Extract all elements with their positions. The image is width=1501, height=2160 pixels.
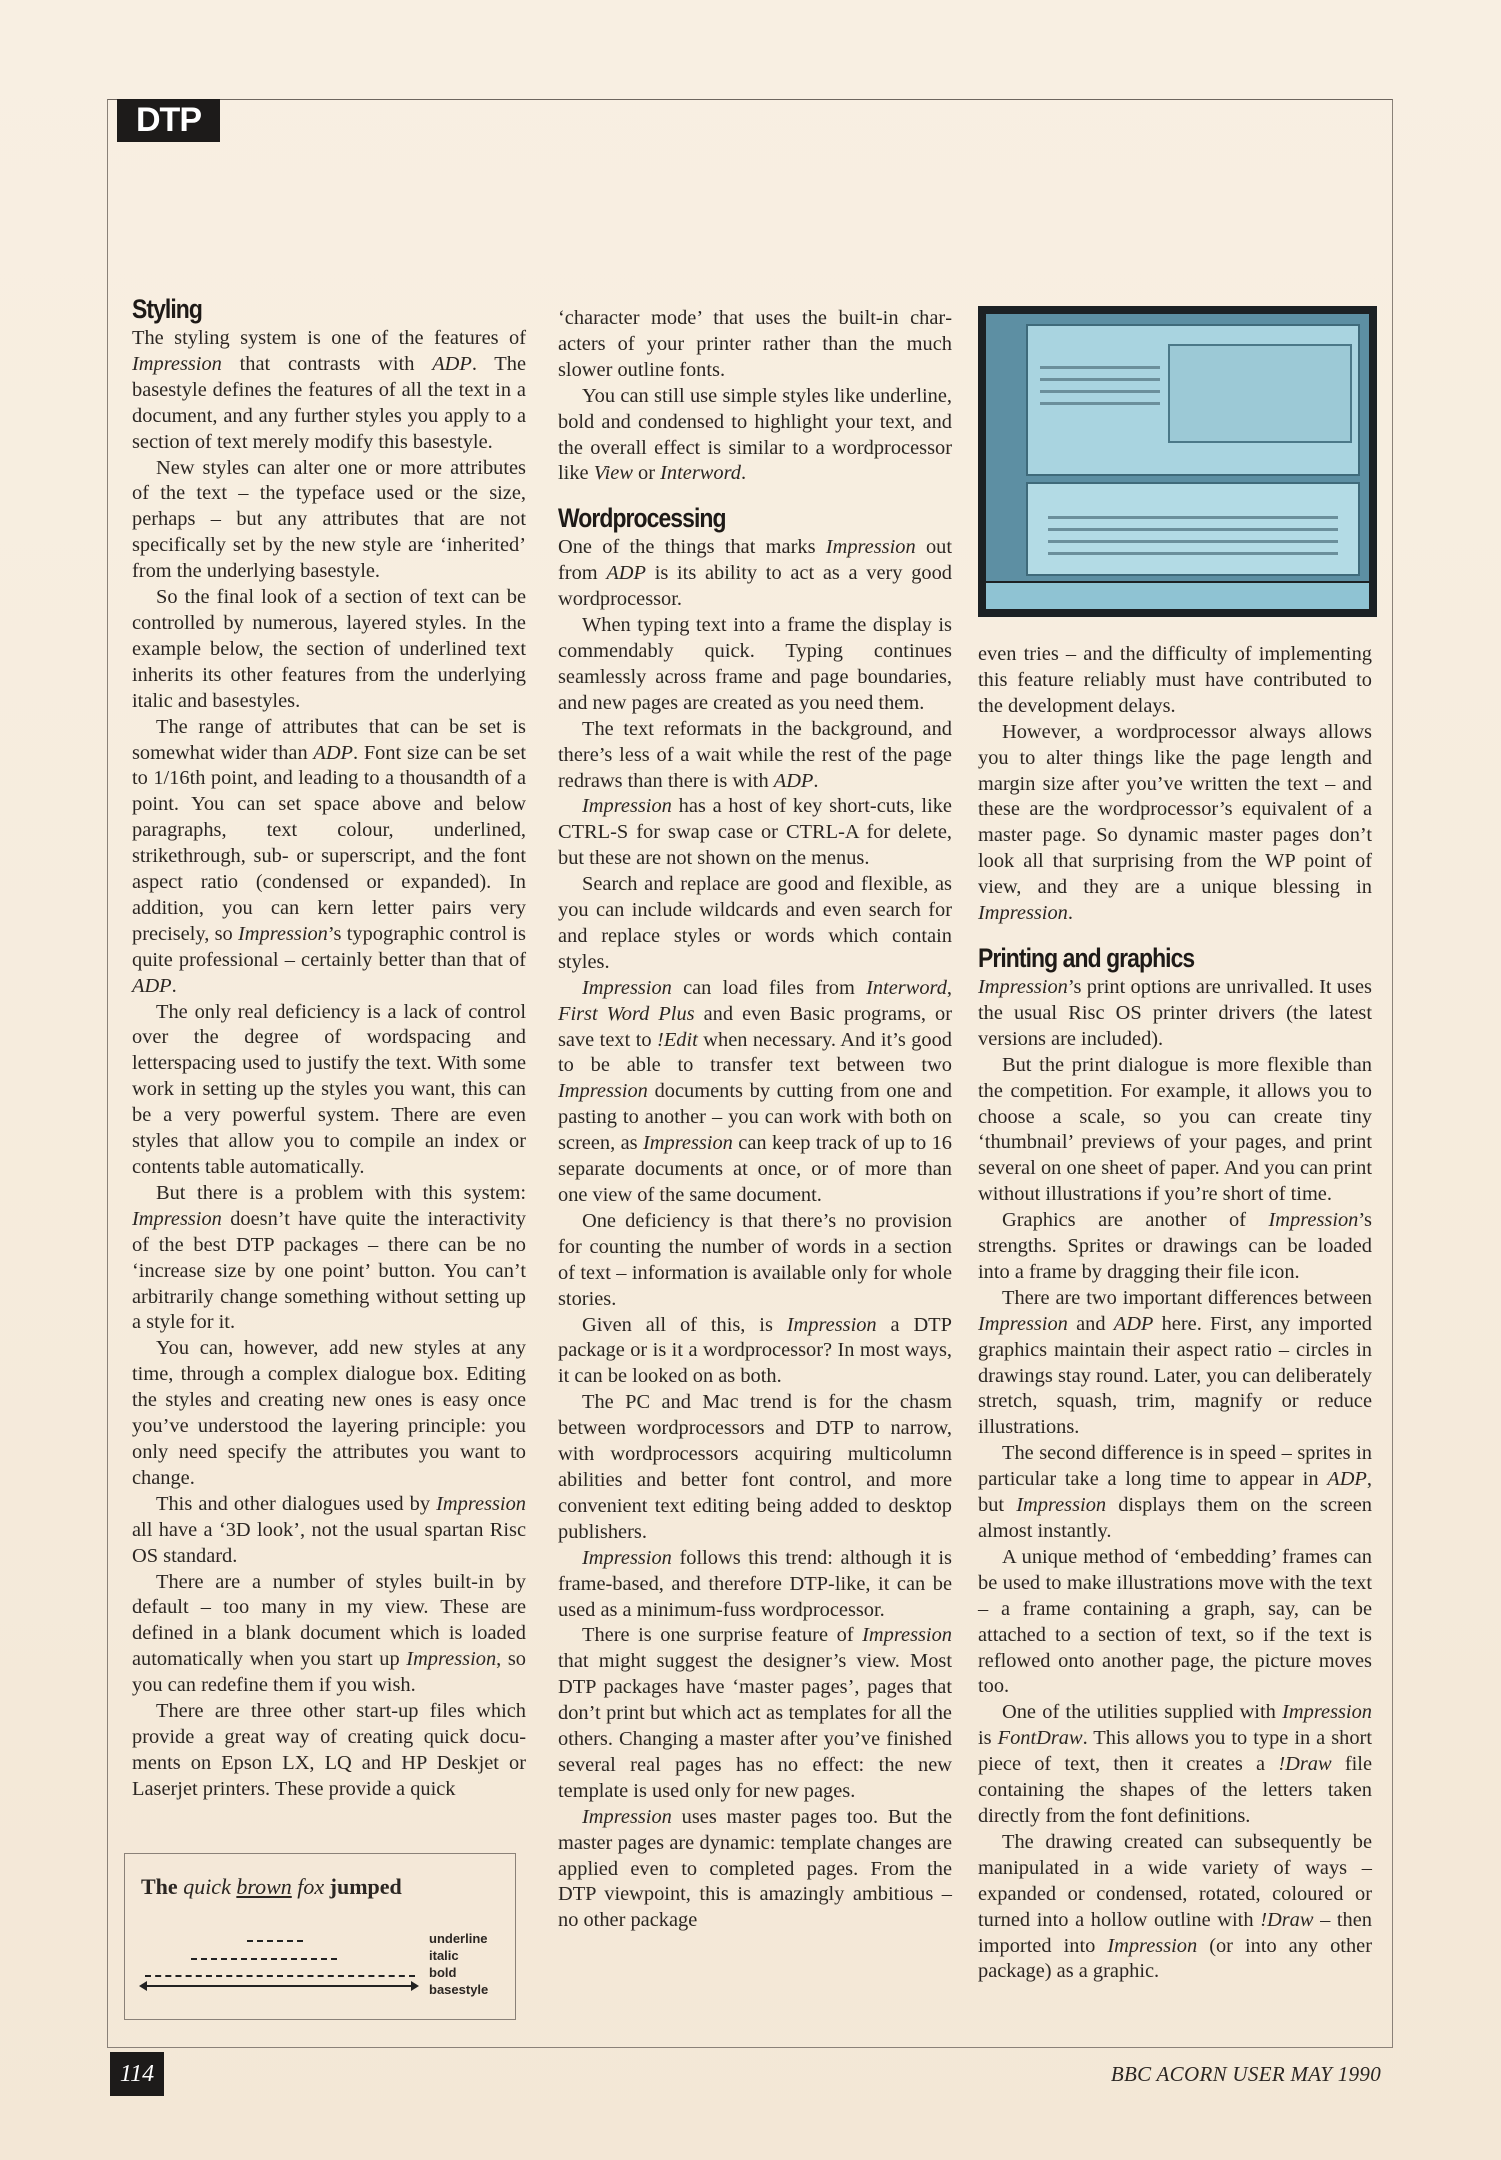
italic-title: Interword	[660, 462, 741, 485]
italic-title: !Edit	[657, 1028, 698, 1051]
text-run: So the final look of a section of text can be controlled by numerous, layered styles. In the example below, the section of underlined text inherits its other features from the underlying italic and basestyles.	[132, 586, 526, 712]
bold-span	[145, 1975, 415, 1977]
paragraph	[132, 1336, 526, 1491]
page-number: 114	[110, 2052, 164, 2096]
paragraph	[558, 872, 952, 976]
label-italic: italic	[429, 1948, 459, 1963]
text-run: or	[632, 462, 661, 485]
paragraph	[978, 1830, 1372, 1985]
text-run: However, a wordprocessor always allows you to alter things like the page length and margin size after you’ve written the text – and these are the wordprocessor’s equivalent of a master page. So dynamic master pages don’t look all that surprising from the WP point of view, and they are a unique blessing in	[978, 720, 1372, 899]
text-run: here. First, any imported graphics maintain their aspect ratio – circles in drawings stay round. Later, you can deliberately stretch, squash, trim, magnify or reduce illustrations.	[978, 1312, 1372, 1439]
italic-title: ADP	[1113, 1312, 1154, 1335]
text-run: But the print dialogue is more flexible than the competition. For example, it allows you to choose a scale, so you can create tiny ‘thumbnail’ previews of your pages, and print several on one sheet of paper. And you can print without illustrations if you’re short of time.	[978, 1053, 1372, 1206]
section-heading: Wordprocessing	[558, 503, 726, 534]
paragraph	[558, 384, 952, 488]
text-run: follows this trend: although it is frame-based, and therefore DTP-like, it can be used as a minimum-fuss wordprocessor.	[558, 1546, 952, 1621]
text-run: There are two important differences between	[1002, 1286, 1372, 1309]
text-run: ‘character mode’ that uses the built-in characters of your printer rather than the much slower outline fonts.	[558, 307, 952, 381]
italic-title: First Word Plus	[558, 1002, 695, 1025]
footer-publication: BBC ACORN USER MAY 1990	[1110, 2062, 1381, 2086]
text-run: doesn’t have quite the interactivity of the best DTP packages – there can be no ‘increase size by one point’ button. You can’t arbitrarily change something without setting up a style for it.	[132, 1207, 526, 1334]
article-column-1	[132, 292, 526, 1803]
text-run: that contrasts with	[221, 352, 433, 375]
italic-title: Impression	[1016, 1494, 1107, 1517]
text-run: The only real deficiency is a lack of control over the degree of wordspacing and letterspacing used to justify the text. With some work in setting up the styles you want, this can be a very powerful system. There are even styles that allow you to compile an index or contents table automatically.	[132, 1000, 526, 1178]
text-run: Given all of this, is	[582, 1313, 787, 1336]
paragraph	[978, 642, 1372, 720]
text-run: a DTP package or is it a wordprocessor? In most ways, it can be looked on as both.	[558, 1313, 952, 1388]
screenshot-photo	[978, 306, 1377, 617]
diagram-title: The quick brown fox jumped	[141, 1874, 402, 1899]
text-run: – then imported into	[978, 1908, 1373, 1957]
text-run: and	[1067, 1312, 1114, 1335]
paragraph	[978, 1441, 1372, 1545]
paragraph	[132, 1570, 526, 1700]
paragraph	[558, 1390, 952, 1545]
italic-title: Impression	[132, 1207, 222, 1230]
italic-title: Impression	[582, 976, 672, 999]
paragraph	[978, 1286, 1372, 1441]
text-run: even tries – and the difficulty of implementing this feature reliably must have contributed to the development delays.	[978, 643, 1372, 717]
paragraph	[132, 585, 526, 715]
italic-title: Impression	[558, 1080, 648, 1103]
italic-span	[191, 1958, 337, 1960]
paragraph	[132, 1181, 526, 1336]
text-run: Graphics are another of	[1002, 1209, 1269, 1232]
text-run: .	[1067, 902, 1073, 925]
text-run: There is one surprise feature of	[582, 1624, 863, 1647]
section-heading: Styling	[132, 294, 202, 324]
underline-span	[247, 1940, 303, 1942]
italic-title: Impression	[825, 536, 916, 559]
text-run: , but	[978, 1468, 1372, 1517]
text-run: . This allows you to type in a short piece of text, then it creates a	[978, 1727, 1373, 1776]
text-run: when necessary. And it’s good to be able to transfer text between two	[558, 1028, 952, 1077]
paragraph	[558, 976, 952, 1209]
italic-title: ADP	[1327, 1468, 1367, 1491]
paragraph	[558, 1313, 952, 1391]
paragraph	[558, 1209, 952, 1313]
italic-title: Impression	[406, 1648, 497, 1671]
text-run: You can still use simple styles like underline, bold and condensed to highlight your text, and the overall effect is similar to a wordprocessor like	[558, 384, 952, 485]
text-run: uses master pages too. But the master pages are dynamic: template changes are applied even to completed pages. From the DTP viewpoint, this is amazingly ambitious – no other package	[558, 1805, 952, 1932]
italic-title: Impression	[582, 1546, 672, 1569]
text-run: Search and replace are good and flexible, as you can include wildcards and even search for and replace styles or words which contain styles.	[558, 873, 952, 973]
text-run: One of the things that marks	[558, 536, 826, 559]
text-run: is	[978, 1727, 998, 1750]
paragraph	[132, 1000, 526, 1181]
paragraph	[132, 456, 526, 586]
text-run: This and other dialogues used by	[156, 1492, 437, 1515]
text-run: . Font size can be set to 1/16th point, and leading to a thousandth of a point. You can set space above and below paragraphs, text colour, underlined, strikethrough, sub- or superscript, and the font aspect ratio (condensed or expanded). In addition, you can kern letter pairs very precisely, so	[132, 741, 526, 945]
text-run: all have a ‘3D look’, not the usual spartan Risc OS standard.	[132, 1518, 526, 1567]
icon-bar	[986, 583, 1369, 609]
italic-title: Impression	[1282, 1701, 1372, 1724]
italic-title: Impression	[978, 975, 1068, 998]
italic-title: Impression	[582, 795, 672, 818]
text-run: The range of attributes that can be set is somewhat wider than	[132, 715, 526, 764]
text-run: .	[740, 462, 747, 485]
italic-title: !Draw	[1278, 1753, 1332, 1776]
text-run: ’s strengths. Sprites or drawings can be loaded into a frame by dragging their file icon.	[978, 1209, 1372, 1283]
text-run: One deficiency is that there’s no provision for counting the number of words in a section of text – information is available only for whole stories.	[558, 1209, 952, 1310]
label-bold: bold	[429, 1965, 457, 1980]
italic-title: FontDraw	[997, 1727, 1083, 1750]
paragraph	[978, 1545, 1372, 1700]
italic-title: Impression	[132, 352, 222, 375]
italic-title: ADP	[313, 741, 354, 764]
text-run: But there is a problem with this system:	[156, 1181, 526, 1204]
text-run: , so you can redefine them if you wish.	[132, 1648, 526, 1697]
italic-title: !Draw	[1260, 1908, 1314, 1931]
text-run: The text reformats in the background, and there’s less of a wait while the rest of the page redraws than there is with	[558, 717, 952, 792]
italic-title: ADP	[132, 974, 172, 997]
text-run: A unique method of ‘embedding’ frames can be used to make illustrations move with the text – a frame containing a graph, say, can be attached to a section of text, so if the text is reflowed onto another page, the picture moves too.	[978, 1545, 1372, 1698]
paragraph	[132, 326, 526, 456]
text-run: file containing the shapes of the letters taken directly from the font definitions.	[978, 1753, 1372, 1827]
text-run: ’s typographic control is quite professional – certainly better than that of	[132, 922, 526, 971]
spelling-dialog	[1168, 344, 1352, 443]
italic-title: Impression	[786, 1313, 877, 1336]
label-underline: underline	[429, 1931, 488, 1946]
italic-title: Impression	[978, 902, 1068, 925]
text-run: .	[171, 974, 177, 997]
text-run: that might suggest the designer’s view. Most DTP packages have ‘master pages’, pages that don’t print but which act as templates for all the others. Changing a master after you’ve finished several real pages has no effect: the new template is used only for new pages.	[558, 1650, 952, 1802]
paragraph	[978, 1208, 1372, 1286]
text-run: New styles can alter one or more attributes of the text – the typeface used or the size, perhaps – but any attributes that are not specifically set by the new style are ‘inherited’ from the underlying basestyle.	[132, 456, 526, 583]
text-run: One of the utilities supplied with	[1002, 1701, 1283, 1724]
italic-title: View	[593, 462, 633, 485]
article-column-2	[558, 306, 952, 1934]
text-run: The second difference is in speed – sprites in particular take a long time to appear in	[978, 1442, 1372, 1491]
paragraph	[558, 1623, 952, 1804]
paragraph	[558, 535, 952, 613]
italic-title: Impression	[436, 1492, 526, 1515]
paragraph	[558, 1546, 952, 1624]
paragraph	[978, 1700, 1372, 1830]
paragraph	[978, 1053, 1372, 1208]
section-heading: Printing and graphics	[978, 942, 1195, 973]
text-run: . The basestyle defines the features of all the text in a document, and any further styles you apply to a section of text merely modify this basestyle.	[132, 352, 527, 453]
text-run: .	[813, 769, 819, 792]
paragraph	[558, 717, 952, 795]
italic-title: Impression	[1268, 1209, 1359, 1232]
basestyle-arrow	[141, 1985, 417, 1987]
text-run: can keep track of up to 16 separate documents at once, or of more than one view of the same document.	[558, 1132, 952, 1206]
paragraph	[978, 720, 1372, 927]
text-run: ,	[946, 976, 952, 999]
italic-title: ADP	[773, 769, 814, 792]
italic-title: Impression	[1107, 1934, 1198, 1957]
paragraph	[978, 975, 1372, 1053]
paragraph	[558, 1805, 952, 1935]
italic-title: Impression	[978, 1312, 1068, 1335]
text-run: There are three other start-up files which provide a great way of creating quick documents on Epson LX, LQ and HP Deskjet or Laserjet printers. These provide a quick	[132, 1700, 526, 1800]
paragraph	[558, 306, 952, 384]
style-layering-diagram	[124, 1853, 516, 2020]
italic-title: Impression	[238, 922, 328, 945]
section-badge: DTP	[117, 99, 220, 142]
paragraph	[132, 1699, 526, 1803]
italic-title: ADP	[432, 352, 472, 375]
text-run: is its ability to act as a very good wordprocessor.	[558, 562, 952, 611]
text-run: has a host of key short-cuts, like CTRL-S for swap case or CTRL-A for delete, but these are not shown on the menus.	[558, 795, 952, 870]
paragraph	[558, 613, 952, 717]
paragraph	[132, 715, 526, 1000]
text-run: documents by cutting from one and pasting to another – you can work with both on screen, as	[558, 1080, 952, 1155]
text-run: out from	[558, 536, 953, 585]
text-run: ’s print options are unrivalled. It uses the usual Risc OS printer drivers (the latest versions are included).	[978, 975, 1372, 1050]
paragraph	[132, 1492, 526, 1570]
text-run: can load files from	[671, 976, 867, 999]
italic-title: Impression	[582, 1805, 672, 1828]
text-run: (or into any other package) as a graphic.	[978, 1934, 1372, 1983]
article-column-3	[978, 642, 1372, 1985]
italic-title: Impression	[862, 1624, 952, 1647]
text-run: You can, however, add new styles at any time, through a complex dialogue box. Editing the styles and creating new ones is easy once you’ve understood the layering principle: you only need specify the attributes you want to change.	[132, 1337, 526, 1489]
text-run: The drawing created can subsequently be manipulated in a wide variety of ways – expanded or condensed, rotated, coloured or turned into a hollow outline with	[978, 1830, 1372, 1931]
label-basestyle: basestyle	[429, 1982, 489, 1997]
text-run: displays them on the screen almost instantly.	[978, 1494, 1372, 1542]
italic-title: Impression	[643, 1132, 733, 1155]
italic-title: Interword	[866, 976, 947, 999]
text-run: When typing text into a frame the display is commendably quick. Typing continues seamlessly across frame and page boundaries, and new pages are created as you need them.	[558, 614, 952, 714]
text-run: and even Basic programs, or save text to	[558, 1002, 952, 1051]
text-run: The PC and Mac trend is for the chasm between wordprocessors and DTP to narrow, with wordprocessors acquiring multicolumn abilities and better font control, and more convenient text editing being added to desktop publishers.	[558, 1391, 952, 1543]
text-run: There are a number of styles built-in by default – too many in my view. These are defined in a blank document which is loaded automatically when you start up	[132, 1570, 526, 1671]
italic-title: ADP	[606, 562, 646, 585]
text-run: The styling system is one of the features of	[132, 327, 526, 349]
paragraph	[558, 794, 952, 872]
